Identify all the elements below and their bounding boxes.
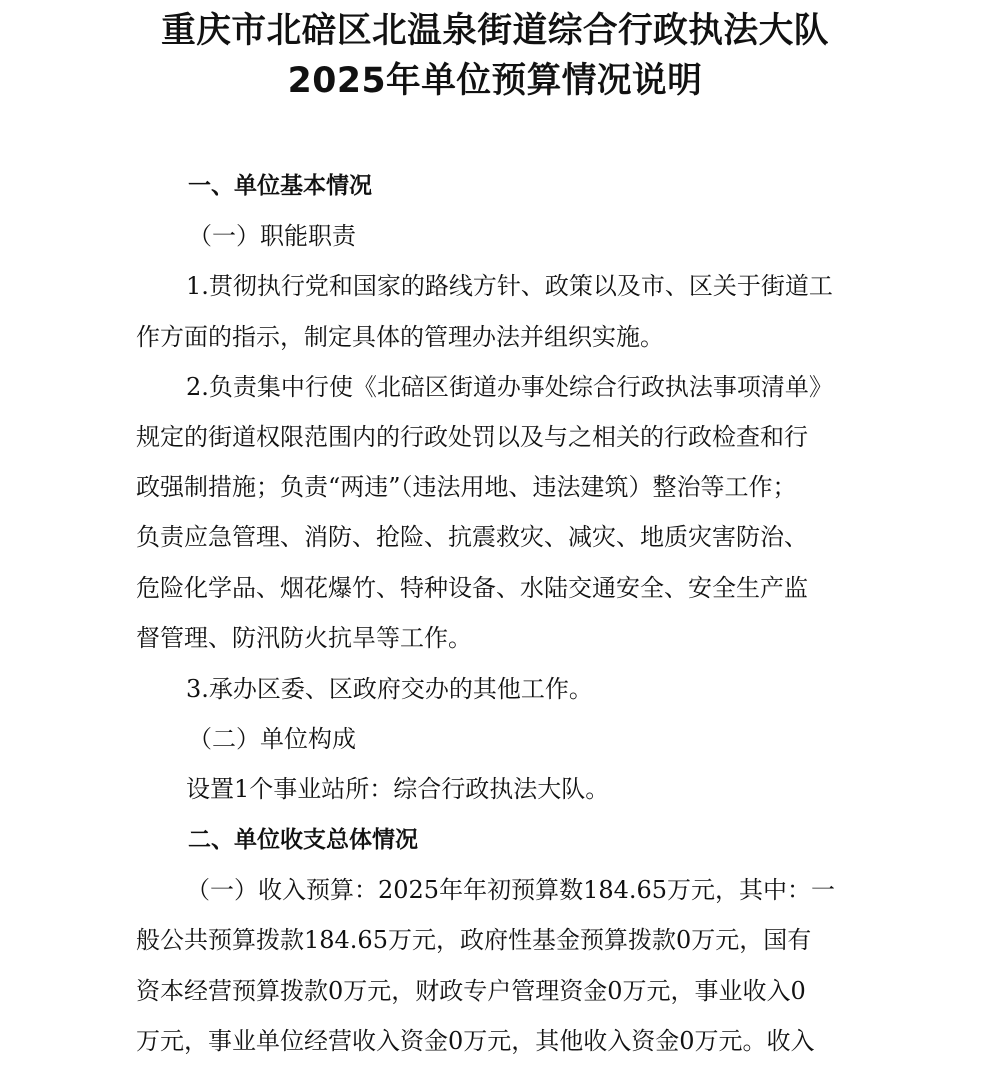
item2-line2: 规定的街道权限范围内的行政处罚以及与之相关的行政检查和行 [136, 423, 808, 451]
income-line3: 资本经营预算拨款0万元，财政专户管理资金0万元，事业收入0 [136, 977, 806, 1005]
document-title-line2: 2025年单位预算情况说明 [287, 61, 703, 101]
item2-line1: 2.负责集中行使《北碚区街道办事处综合行政执法事项清单》 [186, 373, 833, 401]
item2-line3: 政强制措施；负责“两违”（违法用地、违法建筑）整治等工作； [136, 473, 797, 501]
income-line4: 万元，事业单位经营收入资金0万元，其他收入资金0万元。收入 [136, 1027, 815, 1055]
item1-line1: 1.贯彻执行党和国家的路线方针、政策以及市、区关于街道工 [186, 272, 833, 300]
item2-line5: 危险化学品、烟花爆竹、特种设备、水陆交通安全、安全生产监 [136, 574, 808, 602]
income-line2: 般公共预算拨款184.65万元，政府性基金预算拨款0万元，国有 [136, 926, 812, 954]
item3-line1: 3.承办区委、区政府交办的其他工作。 [186, 675, 593, 703]
document-title-line1: 重庆市北碚区北温泉街道综合行政执法大队 [161, 11, 829, 51]
sub2-text: 设置1个事业站所：综合行政执法大队。 [186, 775, 610, 803]
section1-heading: 一、单位基本情况 [188, 173, 372, 199]
sub1-heading: （一）职能职责 [188, 222, 356, 250]
sub2-heading: （二）单位构成 [188, 725, 356, 753]
item2-line6: 督管理、防汛防火抗旱等工作。 [136, 624, 472, 652]
item1-line2: 作方面的指示，制定具体的管理办法并组织实施。 [136, 323, 664, 351]
income-line1: （一）收入预算：2025年年初预算数184.65万元，其中：一 [186, 876, 836, 904]
item2-line4: 负责应急管理、消防、抢险、抗震救灾、减灾、地质灾害防治、 [136, 523, 808, 551]
section2-heading: 二、单位收支总体情况 [188, 827, 418, 853]
